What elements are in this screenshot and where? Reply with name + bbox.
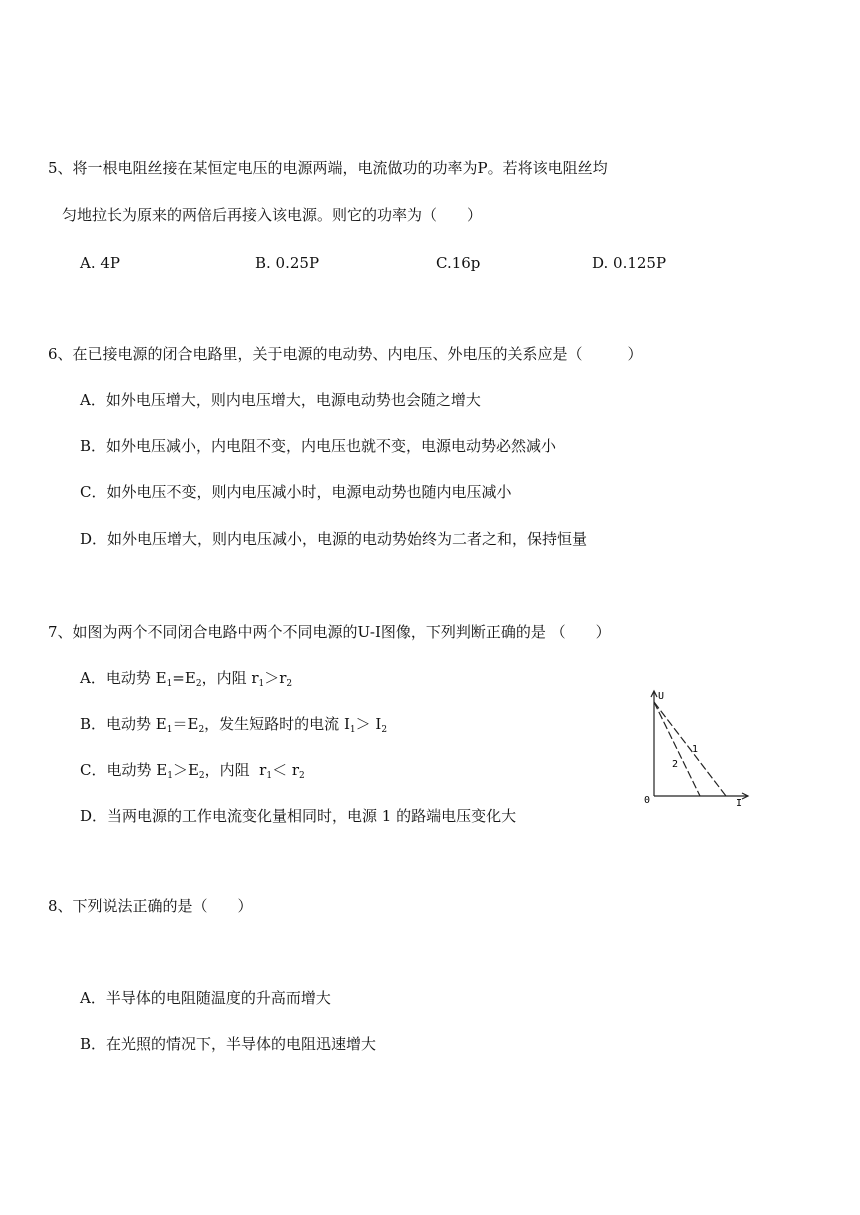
q5-option-d: D. 0.125P	[592, 254, 667, 272]
q5-stem-line2: 匀地拉长为原来的两倍后再接入该电源。则它的功率为（ ）	[62, 206, 483, 224]
q7-option-b: B．电动势 $E_1=E_2$，发生短路时的电流 $I_1> I_2$	[80, 715, 388, 735]
q7-option-d: D．当两电源的工作电流变化量相同时，电源 1 的路端电压变化大	[80, 807, 517, 825]
graph-line-1	[654, 702, 726, 796]
origin-label: 0	[644, 795, 651, 806]
ui-graph-figure	[640, 688, 752, 806]
q6-stem: 6、在已接电源的闭合电路里，关于电源的电动势、内电压、外电压的关系应是（ ）	[48, 345, 643, 363]
q6-option-b: B．如外电压减小，内电阻不变，内电压也就不变，电源电动势必然减小	[80, 437, 557, 455]
q6-option-c: C．如外电压不变，则内电压减小时，电源电动势也随内电压减小	[80, 483, 512, 501]
q5-stem-line1: 5、将一根电阻丝接在某恒定电压的电源两端，电流做功的功率为P。若将该电阻丝均	[48, 159, 608, 177]
q5-option-a: A. 4P	[80, 254, 121, 272]
u-axis-label: U	[658, 691, 665, 702]
q5-option-b: B. 0.25P	[255, 254, 320, 272]
q6-option-d: D．如外电压增大，则内电压减小，电源的电动势始终为二者之和，保持恒量	[80, 530, 588, 548]
q8-stem: 8、下列说法正确的是（ ）	[48, 897, 253, 915]
i-axis-label: I	[736, 798, 743, 806]
q6-option-a: A．如外电压增大，则内电压增大，电源电动势也会随之增大	[80, 391, 481, 409]
line-2-label: 2	[672, 759, 679, 770]
q8-option-b: B．在光照的情况下，半导体的电阻迅速增大	[80, 1035, 377, 1053]
q8-option-a: A．半导体的电阻随温度的升高而增大	[80, 989, 331, 1007]
q7-option-c: C．电动势 $E_1>E_2$，内阻 $r_1< r_2$	[80, 761, 305, 781]
line-1-label: 1	[692, 744, 699, 755]
q5-option-c: C.16p	[436, 254, 481, 272]
q7-option-a: A．电动势 $E_1=E_2$，内阻 $r_1>r_2$	[80, 669, 293, 689]
q7-stem: 7、如图为两个不同闭合电路中两个不同电源的U-I图像，下列判断正确的是 （ ）	[48, 623, 611, 641]
